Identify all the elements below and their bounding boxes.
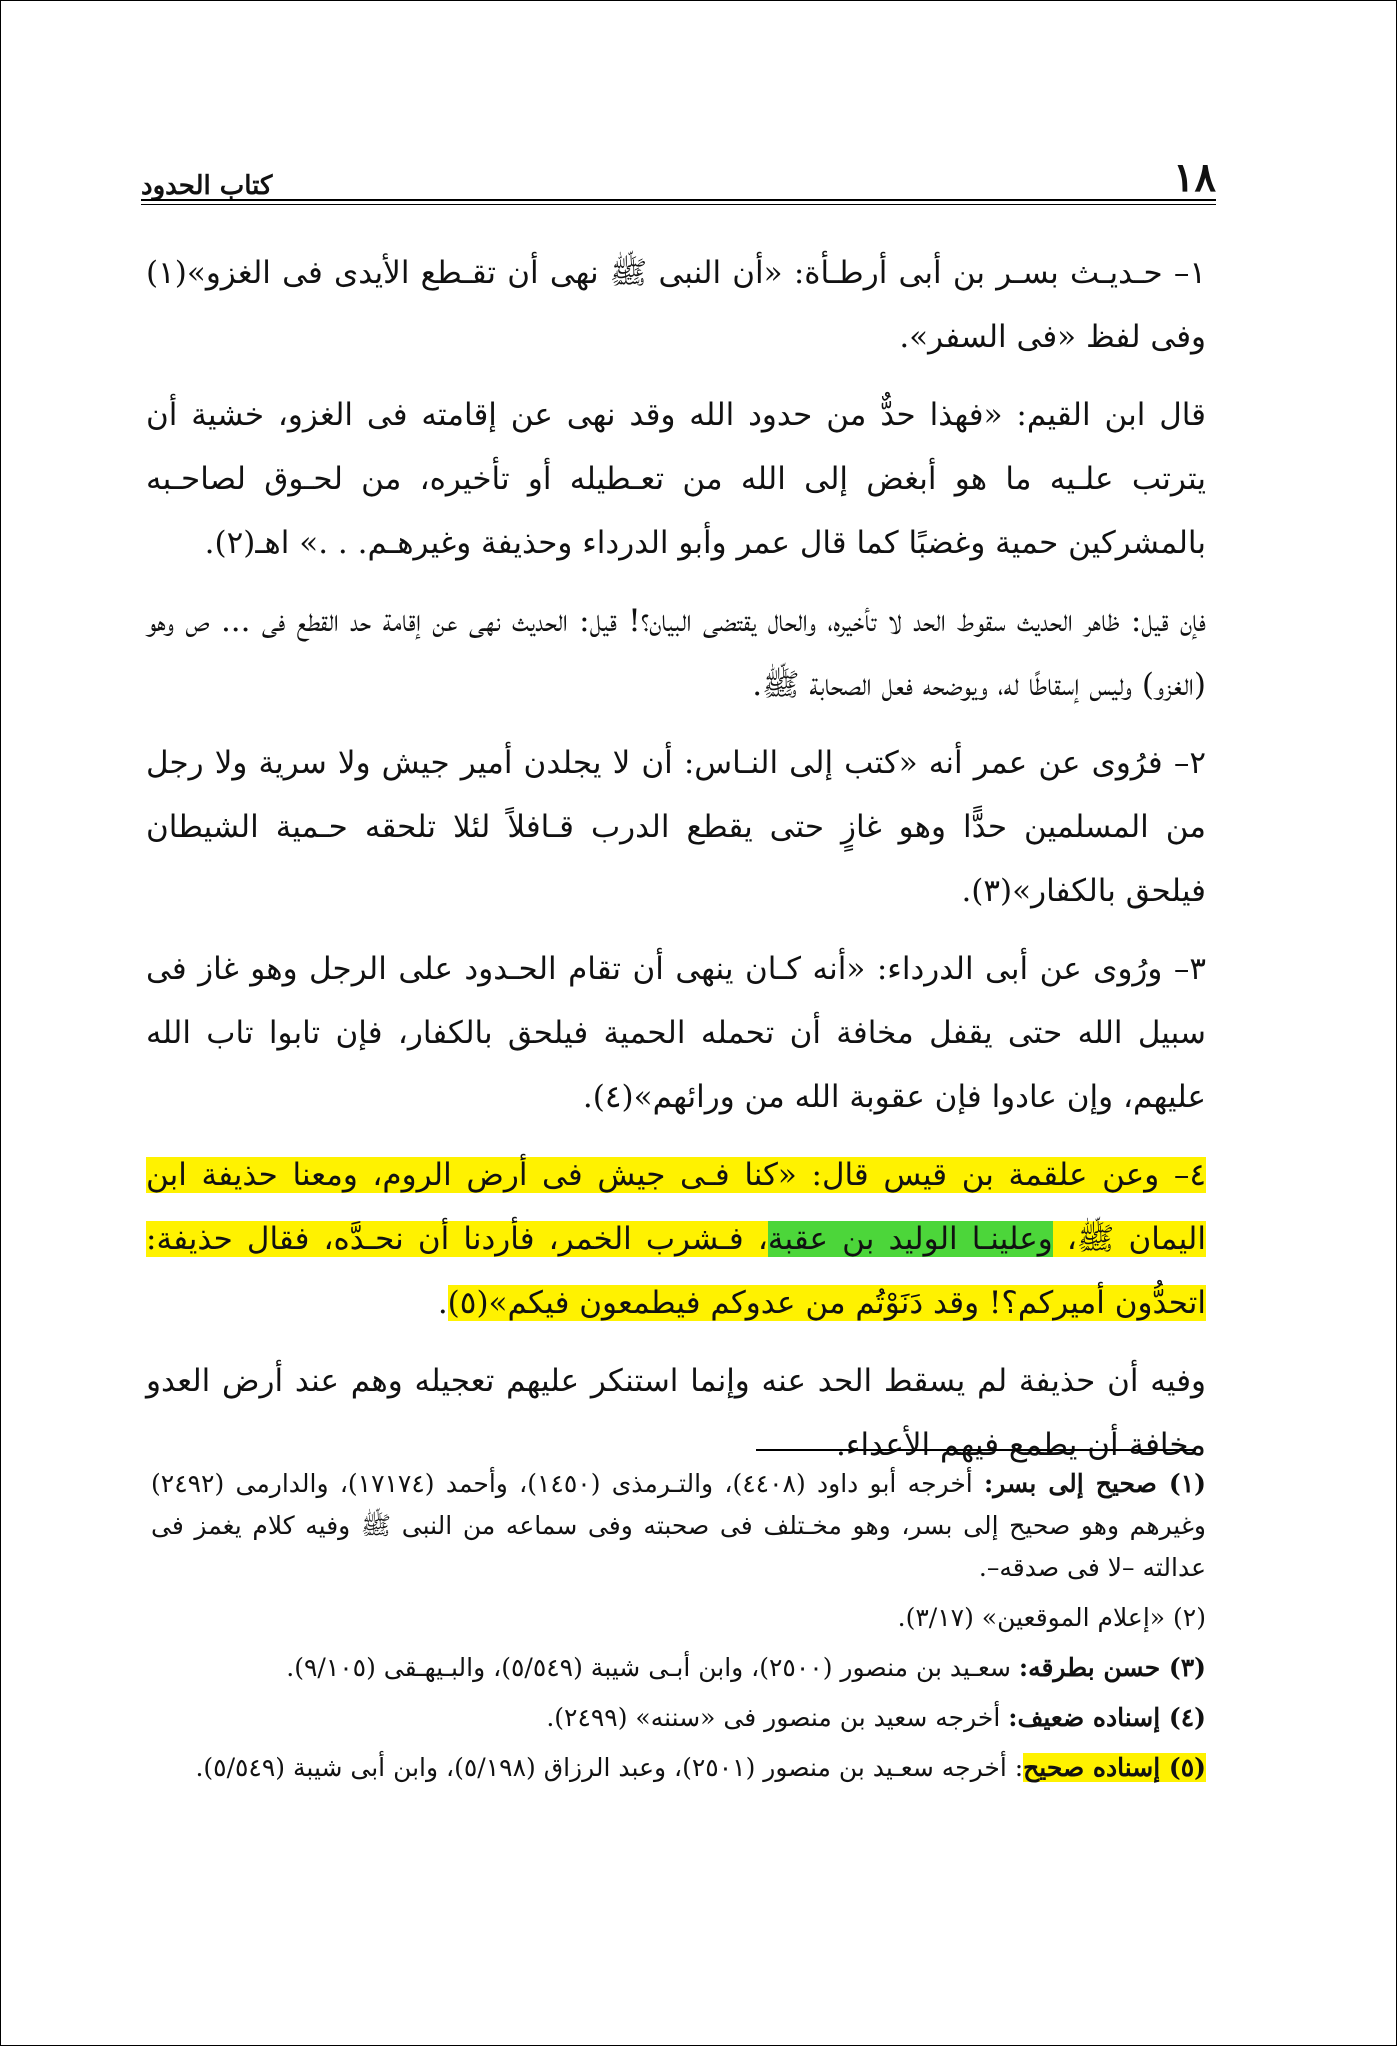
paragraph-1: ١– حـديـث بسـر بن أبى أرطـأة: «أن النبى ﷺ نهى أن تقـطع الأيدى فى الغزو»(١) وفى لفظ «فى السفر». bbox=[146, 255, 1206, 355]
footnote-text: : أخرجه سعـيد بن منصور (٢٥٠١)، وعبد الرزاق (٥/١٩٨)، وابن أبى شيبة (٥/٥٤٩). bbox=[195, 1753, 1024, 1782]
footnote-text: أخرجه سعيد بن منصور فى «سننه» (٢٤٩٩). bbox=[546, 1703, 1009, 1732]
footnote-text: أخرجه أبو داود (٤٤٠٨)، والتـرمذى (١٤٥٠)، وأحمد (١٧١٧٤)، والدارمى (٢٤٩٢) وغيرهم وهو صحيح إلى بسر، وهو مخـتلف فى صحبته وفى سماعه من النبى ﷺ وفيه كلام يغمز فى عدالته –لا فى صدقه–. bbox=[151, 1469, 1206, 1582]
book-title: كتاب الحدود bbox=[141, 171, 273, 201]
footnote-5 bbox=[151, 1747, 1206, 1789]
footnote-2: (٢) «إعلام الموقعين» (٣/١٧). bbox=[897, 1603, 1206, 1632]
main-text bbox=[146, 241, 1206, 1491]
footnote-label: (٣) حسن بطرقه: bbox=[1018, 1653, 1206, 1682]
paragraph-3: فإن قيل: ظاهر الحديث سقوط الحد لا تأخيره، والحال يقتضى البيان؟! قيل: الحديث نهى عن إقامة حد القطع فى ... ص وهو (الغزو) وليس إسقاطًا له، ويوضحه فعل الصحابة ﷺ. bbox=[146, 603, 1206, 703]
page-header bbox=[141, 141, 1216, 201]
footnote-3 bbox=[151, 1647, 1206, 1689]
header-rule bbox=[141, 199, 1216, 205]
footnote-text: سعـيد بن منصور (٢٥٠٠)، وابن أبـى شيبة (٥/٥٤٩)، والبـيهـقى (٩/١٠٥). bbox=[286, 1653, 1019, 1682]
footnote-1 bbox=[151, 1463, 1206, 1589]
page-number: ١٨ bbox=[1173, 154, 1216, 201]
paragraph-7: وفيه أن حذيفة لم يسقط الحد عنه وإنما استنكر عليهم تعجيله وهم عند أرض العدو مخافة أن يطمع فيهم الأعداء. bbox=[146, 1363, 1206, 1463]
footnote-4 bbox=[151, 1697, 1206, 1739]
highlighted-text-green: وعلينـا الوليد بن عقبة bbox=[767, 1221, 1053, 1257]
footnotes bbox=[151, 1463, 1206, 1797]
paragraph-2: قال ابن القيم: «فهذا حدٌّ من حدود الله وقد نهى عن إقامته فى الغزو، خشية أن يترتب علـيه ما هو أبغض إلى الله من تعـطيله أو تأخيره، من لحـوق لصاحـبه بالمشركين حمية وغضبًا كما قال عمر وأبو الدرداء وحذيفة وغيرهـم. . .» اهـ(٢). bbox=[146, 397, 1206, 561]
footnote-label-highlighted: (٥) إسناده صحيح bbox=[1023, 1753, 1206, 1782]
highlighted-text: ٤– وعن علقمة بن قيس قال: «كنا فـى جيش فى أرض الروم، ومعنا حذيفة ابن اليمان ﷺ، bbox=[146, 1157, 1206, 1257]
paragraph-5: ٣– ورُوى عن أبى الدرداء: «أنه كـان ينهى أن تقام الحـدود على الرجل وهو غاز فى سبيل الله حتى يقفل مخافة أن تحمله الحمية فيلحق بالكفار، فإن تابوا تاب الله عليهم، وإن عادوا فإن عقوبة الله من ورائهم»(٤). bbox=[146, 951, 1206, 1115]
paragraph-4: ٢– فرُوى عن عمر أنه «كتب إلى النـاس: أن لا يجلدن أمير جيش ولا سرية ولا رجل من المسلمين حدًّا وهو غازٍ حتى يقطع الدرب قـافلاً لئلا تلحقه حـمية الشيطان فيلحق بالكفار»(٣). bbox=[146, 745, 1206, 909]
paragraph-6 bbox=[146, 1143, 1206, 1335]
footnote-label: (٤) إسناده ضعيف: bbox=[1008, 1703, 1206, 1732]
paragraph-end: . bbox=[437, 1285, 448, 1321]
footnote-rule bbox=[756, 1449, 1196, 1451]
highlighted-text: ، فـشرب الخمر، فأردنا أن نحـدَّه، فقال حذيفة: اتحدُّون أميركم؟! وقد دَنَوْتُم من عدوكم فيطمعون فيكم»(٥) bbox=[146, 1221, 1206, 1321]
footnote-label: (١) صحيح إلى بسر: bbox=[984, 1469, 1206, 1498]
